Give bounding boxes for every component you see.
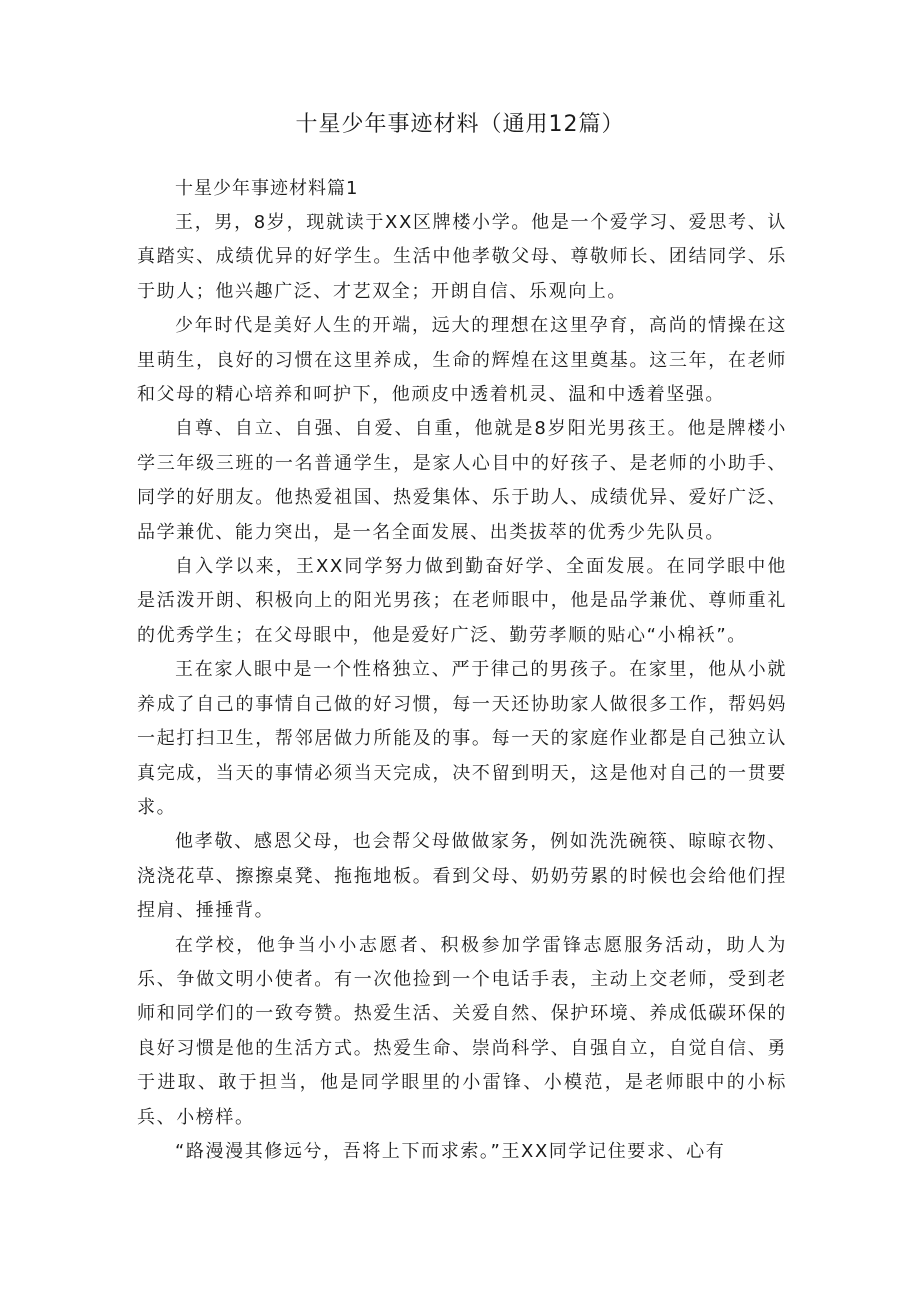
paragraph-5: 王在家人眼中是一个性格独立、严于律己的男孩子。在家里，他从小就养成了自己的事情自己做的好习惯，每一天还协助家人做很多工作，帮妈妈一起打扫卫生，帮邻居做力所能及的事。每一天的家庭作业都是自己独立认真完成，当天的事情必须当天完成，决不留到明天，这是他对自己的一贯要求。 [137, 659, 787, 818]
document-title: 十星少年事迹材料（通用12篇） [295, 112, 625, 137]
paragraph-7: 在学校，他争当小小志愿者、积极参加学雷锋志愿服务活动，助人为乐、争做文明小使者。有一次他捡到一个电话手表，主动上交老师，受到老师和同学们的一致夸赞。热爱生活、关爱自然、保护环境、养成低碳环保的良好习惯是他的生活方式。热爱生命、崇尚科学、自强自立，自觉自信、勇于进取、敢于担当，他是同学眼里的小雷锋、小模范，是老师眼中的小标兵、小榜样。 [137, 934, 787, 1128]
document-body [137, 172, 787, 1169]
section-heading: 十星少年事迹材料篇1 [175, 178, 359, 199]
paragraph-8: “路漫漫其修远兮，吾将上下而求索。”王XX同学记住要求、心有 [175, 1140, 726, 1162]
paragraph-6: 他孝敬、感恩父母，也会帮父母做做家务，例如洗洗碗筷、晾晾衣物、浇浇花草、擦擦桌凳、拖拖地板。看到父母、奶奶劳累的时候也会给他们捏捏肩、捶捶背。 [137, 831, 787, 922]
paragraph-3: 自尊、自立、自强、自爱、自重，他就是8岁阳光男孩王。他是牌楼小学三年级三班的一名普通学生，是家人心目中的好孩子、是老师的小助手、同学的好朋友。他热爱祖国、热爱集体、乐于助人、成绩优异、爱好广泛、品学兼优、能力突出，是一名全面发展、出类拔萃的优秀少先队员。 [137, 418, 787, 543]
paragraph-1: 王，男，8岁，现就读于XX区牌楼小学。他是一个爱学习、爱思考、认真踏实、成绩优异的好学生。生活中他孝敬父母、尊敬师长、团结同学、乐于助人；他兴趣广泛、才艺双全；开朗自信、乐观向上。 [137, 212, 787, 302]
paragraph-2: 少年时代是美好人生的开端，远大的理想在这里孕育，高尚的情操在这里萌生，良好的习惯在这里养成，生命的辉煌在这里奠基。这三年，在老师和父母的精心培养和呵护下，他顽皮中透着机灵、温和中透着坚强。 [137, 315, 787, 406]
paragraph-4: 自入学以来，王XX同学努力做到勤奋好学、全面发展。在同学眼中他是活泼开朗、积极向上的阳光男孩；在老师眼中，他是品学兼优、尊师重礼的优秀学生；在父母眼中，他是爱好广泛、勤劳孝顺的贴心“小棉袄”。 [137, 556, 787, 646]
